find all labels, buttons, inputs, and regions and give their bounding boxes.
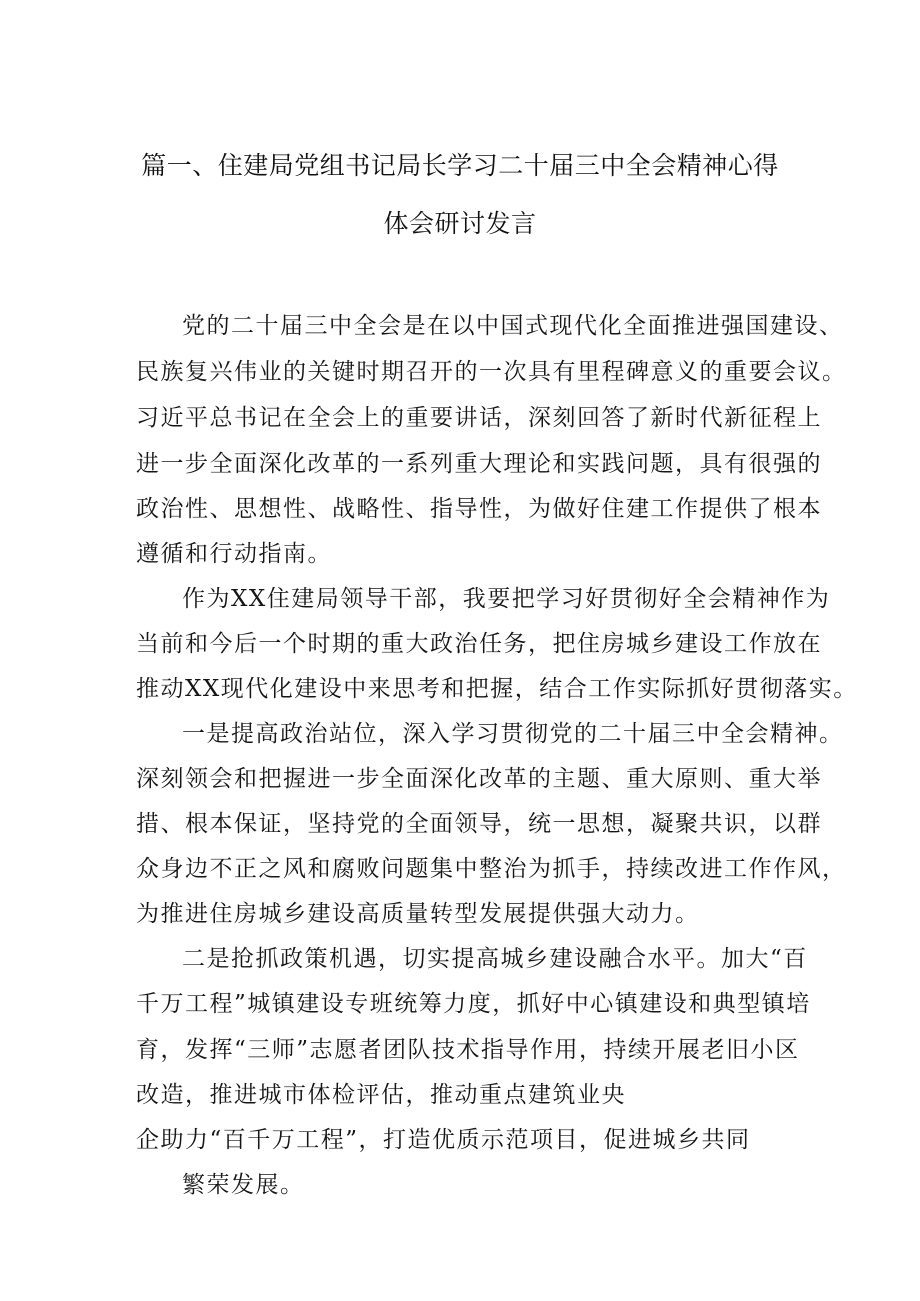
paragraph-2-line-3: 推动XX现代化建设中来思考和把握，结合工作实际抓好贯彻落实。 (136, 676, 858, 702)
paragraph-1-line-6: 遵循和行动指南。 (136, 541, 332, 567)
paragraph-3-line-1: 一是提高政治站位，深入学习贯彻党的二十届三中全会精神。 (182, 721, 844, 747)
paragraph-4-line-2: 千万工程”城镇建设专班统筹力度，抓好中心镇建设和典型镇培 (136, 991, 811, 1017)
paragraph-3-line-4: 众身边不正之风和腐败问题集中整治为抓手，持续改进工作作风， (136, 856, 847, 882)
paragraph-2-line-2: 当前和今后一个时期的重大政治任务，把住房城乡建设工作放在 (136, 631, 822, 657)
paragraph-1-line-3: 习近平总书记在全会上的重要讲话，深刻回答了新时代新征程上 (136, 405, 822, 431)
paragraph-3-line-2: 深刻领会和把握进一步全面深化改革的主题、重大原则、重大举 (136, 766, 822, 792)
paragraph-1-line-2: 民族复兴伟业的关键时期召开的一次具有里程碑意义的重要会议。 (136, 359, 847, 385)
paragraph-3-line-3: 措、根本保证，坚持党的全面领导，统一思想，凝聚共识，以群 (136, 811, 822, 837)
paragraph-3-line-5: 为推进住房城乡建设高质量转型发展提供强大动力。 (136, 901, 700, 927)
paragraph-4-line-5: 企助力“百千万工程”，打造优质示范项目，促进城乡共同 (136, 1127, 751, 1153)
document-title-line-1: 篇一、住建局党组书记局长学习二十届三中全会精神心得 (141, 151, 779, 180)
paragraph-2-line-1: 作为XX住建局领导干部，我要把学习好贯彻好全会精神作为 (182, 586, 831, 612)
paragraph-1-line-1: 党的二十届三中全会是在以中国式现代化全面推进强国建设、 (182, 313, 844, 339)
paragraph-4-line-6: 繁荣发展。 (182, 1172, 305, 1198)
document-title-line-2: 体会研讨发言 (383, 209, 537, 238)
paragraph-4-line-3: 育，发挥“三师”志愿者团队技术指导作用，持续开展老旧小区 (136, 1037, 800, 1063)
paragraph-1-line-4: 进一步全面深化改革的一系列重大理论和实践问题，具有很强的 (136, 451, 822, 477)
paragraph-4-line-1: 二是抢抓政策机遇，切实提高城乡建设融合水平。加大“百 (182, 946, 808, 972)
paragraph-4-line-4: 改造，推进城市体检评估，推动重点建筑业央 (136, 1082, 626, 1108)
paragraph-1-line-5: 政治性、思想性、战略性、指导性，为做好住建工作提供了根本 (136, 496, 822, 522)
